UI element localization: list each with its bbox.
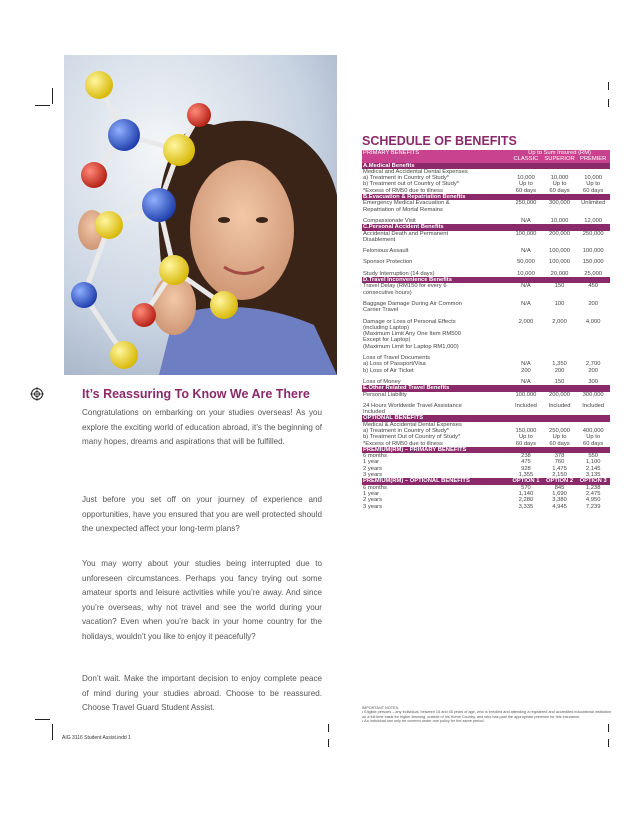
benefit-value: 25,000 — [584, 270, 603, 277]
benefit-value: 1,238 2,475 4,950 7,239 — [585, 484, 601, 510]
section-optional-benefits: OPTIONAL BENEFITS — [362, 415, 610, 421]
table-row — [362, 200, 610, 213]
benefit-label: Sponsor Protection — [363, 259, 413, 266]
section-personal-accident: C.Personal Accident Benefits — [362, 224, 610, 230]
benefit-value: 10,000 — [550, 217, 569, 224]
important-notes — [362, 706, 612, 723]
benefit-value: 100,000 — [549, 259, 571, 266]
benefit-value: 200,000 — [549, 230, 571, 237]
benefit-value: 100,000 — [515, 391, 537, 398]
benefit-label: Felonious Assault — [363, 248, 409, 255]
option-3-label: OPTION 3 — [576, 478, 610, 484]
section-evacuation: B.Evacuation & Repatriation Benefits — [362, 194, 610, 200]
benefit-value: N/A 200 — [521, 361, 531, 374]
benefit-value: 200 — [588, 300, 598, 307]
benefit-value: 250,000 — [582, 230, 604, 237]
benefit-label: Medical & Accidental Dental Expenses a) Treatment in Country of Study* b) Treatment Out of Country of Study* *Excess of RM50 due to illness — [363, 421, 462, 447]
benefit-label: Compassionate Visit — [363, 217, 416, 224]
benefits-table — [362, 150, 610, 510]
notes-title: IMPORTANT NOTES: — [362, 706, 400, 710]
protection-paragraph: Just before you set off on your journey of experience and opportunities, have you ensured that you are well protected should the unexpected affect your long-term plans? — [82, 495, 322, 534]
benefit-label: Accidental Death and Permanent Disablement — [363, 230, 449, 243]
registration-mark-icon — [30, 387, 44, 401]
student-molecule-photo — [64, 55, 337, 375]
benefit-label: 6 months 1 year 2 years 3 years — [363, 453, 387, 479]
section-medical: A.Medical Benefits — [362, 163, 610, 169]
benefit-value: 150 — [554, 283, 565, 290]
notes-item: • Eligible persons – any individual, between 15 and 45 years of age, who is enrolled and attending a registered and accredited educational institution on a full time basis for higher learning, outside of his Home Country, and who has paid the appropriate premium for this insurance. — [362, 710, 611, 719]
benefit-value: 2,000 — [518, 318, 534, 325]
crop-mark — [608, 82, 609, 90]
intro-paragraph: Congratulations on embarking on your studies overseas! As you explore the exciting world of education abroad, it’s the beginning of many hopes, dreams and aspirations that will be fulfilled. — [82, 408, 322, 447]
benefit-value: 150,000 Up to 60 days — [515, 427, 537, 447]
table-row — [362, 319, 610, 350]
crop-mark — [35, 719, 50, 720]
benefit-value: 100,000 — [549, 248, 571, 255]
benefit-value: Included — [582, 402, 605, 409]
crop-mark — [52, 724, 53, 740]
left-heading: It’s Reassuring To Know We Are There — [82, 387, 310, 401]
benefit-value: 4,000 — [585, 318, 601, 325]
crop-mark — [328, 724, 329, 732]
benefit-value: N/A — [521, 283, 531, 290]
table-row — [362, 301, 610, 314]
benefit-label: Loss of Travel Documents a) Loss of Passport/Visa b) Loss of Air Ticket — [363, 355, 431, 374]
crop-mark — [608, 724, 609, 732]
primary-benefits-header: PRIMARY BENEFITS — [362, 150, 509, 156]
table-row — [362, 485, 610, 510]
benefit-value: 250,000 — [515, 200, 537, 207]
table-row — [362, 169, 610, 194]
table-row — [362, 231, 610, 244]
section-premium-optional: PREMIUM(RM) – OPTIONAL BENEFITS — [362, 478, 509, 484]
benefit-label: Medical and Accidental Dental Expenses a) Treatment in Country of Study* b) Treatment out of Country of Study* *Excess of RM50 due to illness — [363, 168, 468, 194]
benefit-value: 300 — [588, 378, 598, 385]
schedule-title: SCHEDULE OF BENEFITS — [362, 134, 517, 148]
benefit-value: 10,000 — [517, 270, 535, 277]
benefit-label: Damage or Loss of Personal Effects (including Laptop) (Maximum Limit Any One Item RM500 Except for Laptop) (Maximum Limit for Laptop RM1,000) — [363, 318, 461, 350]
benefit-value: 150,000 — [582, 259, 604, 266]
benefit-value: 12,000 — [584, 217, 603, 224]
benefit-value: 300,000 — [582, 391, 604, 398]
table-row — [362, 283, 610, 296]
benefit-value: 10,000 Up to 60 days — [549, 175, 570, 194]
benefit-value: 100 — [554, 300, 565, 307]
benefit-label: Emergency Medical Evacuation & Repatriation of Mortal Remains — [363, 200, 450, 213]
benefit-label: Baggage Damage During Air Common Carrier Travel — [363, 300, 462, 314]
plan-premier: PREMIER — [576, 156, 610, 162]
benefit-value: N/A — [521, 300, 531, 307]
section-travel-inconvenience: D.Travel Inconvenience Benefits — [362, 277, 610, 283]
decision-paragraph: Don’t wait. Make the important decision to enjoy complete peace of mind during your studies abroad. Choose to be reassured. Choose Travel Guard Student Assist. — [82, 674, 322, 713]
section-other-related: E.Other Related Travel Benefits — [362, 385, 610, 391]
benefit-value: 10,000 Up to 60 days — [515, 175, 537, 194]
benefit-value: 1,350 200 — [552, 361, 567, 374]
benefit-label: Study Interruption (14 days) — [363, 270, 435, 277]
sum-insured-header: Up to Sum Insured (RM) — [509, 150, 610, 156]
benefit-label: Personal Liability — [363, 391, 407, 398]
benefit-value: 200,000 — [549, 391, 571, 398]
option-1-label: OPTION 1 — [509, 478, 543, 484]
benefit-value: 378 760 1,475 2,150 — [552, 453, 567, 479]
benefit-value: 50,000 — [517, 259, 535, 266]
benefit-value: Included — [514, 402, 537, 409]
crop-mark — [328, 739, 329, 747]
benefit-value: 550 1,100 2,145 3,135 — [585, 453, 601, 479]
benefit-value: Unlimited — [581, 200, 606, 207]
benefit-label: Travel Delay (RM150 for every 6 consecutive hours) — [363, 283, 447, 296]
table-row — [362, 422, 610, 447]
benefit-value: 100,000 — [515, 230, 537, 237]
benefit-value: 150 — [554, 378, 565, 385]
table-row — [362, 403, 610, 416]
benefit-value: Included — [548, 402, 571, 409]
benefit-value: N/A — [521, 378, 531, 385]
benefit-value: 2,000 — [552, 318, 567, 325]
benefit-value: 10,000 Up to 60 days — [583, 175, 604, 194]
section-premium-primary: PREMIUM(RM) – PRIMARY BENEFITS — [362, 447, 610, 453]
benefit-value: 300,000 — [549, 200, 571, 207]
benefit-label: 24 Hours Worldwide Travel Assistance Included — [363, 402, 462, 416]
benefit-value: 450 — [588, 283, 598, 290]
benefit-value: 2,700 200 — [585, 361, 601, 374]
notes-item: • An individual can only be covered under one policy for the same period. — [362, 718, 485, 723]
crop-mark — [608, 99, 609, 107]
option-2-label: OPTION 2 — [543, 478, 577, 484]
benefit-value: 238 475 928 1,355 — [518, 453, 534, 479]
benefit-label: Loss of Money — [363, 378, 401, 385]
benefit-value: 20,000 — [550, 270, 569, 277]
benefit-value: 250,000 Up to 60 days — [549, 427, 571, 447]
crop-mark — [35, 105, 50, 106]
benefit-value: N/A — [521, 248, 531, 255]
table-row — [362, 355, 610, 374]
benefit-value: 570 1,140 2,280 3,335 — [518, 484, 534, 510]
plan-superior: SUPERIOR — [544, 156, 575, 163]
benefit-value: 100,000 — [582, 248, 604, 255]
footer-filename: AIG 3116 Student Assist.indd 1 — [62, 735, 131, 741]
benefit-value: 400,000 Up to 60 days — [582, 427, 604, 447]
benefit-value: 845 1,690 3,380 4,945 — [552, 484, 567, 510]
worry-paragraph: You may worry about your studies being interrupted due to unforeseen circumstances. Perhaps you fancy trying out some amateur sports and leisure activities while you’re away. And since you’re overseas, why not travel and see the world during your vacation? Even when you’re back in your home country for the holidays, wouldn’t you like to enjoy it peacefully? — [82, 559, 322, 641]
crop-mark — [52, 88, 53, 104]
benefit-label: 6 months 1 year 2 years 3 years — [363, 484, 387, 510]
crop-mark — [608, 739, 609, 747]
benefit-value: N/A — [521, 217, 531, 224]
table-row — [362, 453, 610, 478]
plan-classic: CLASSIC — [509, 156, 543, 162]
